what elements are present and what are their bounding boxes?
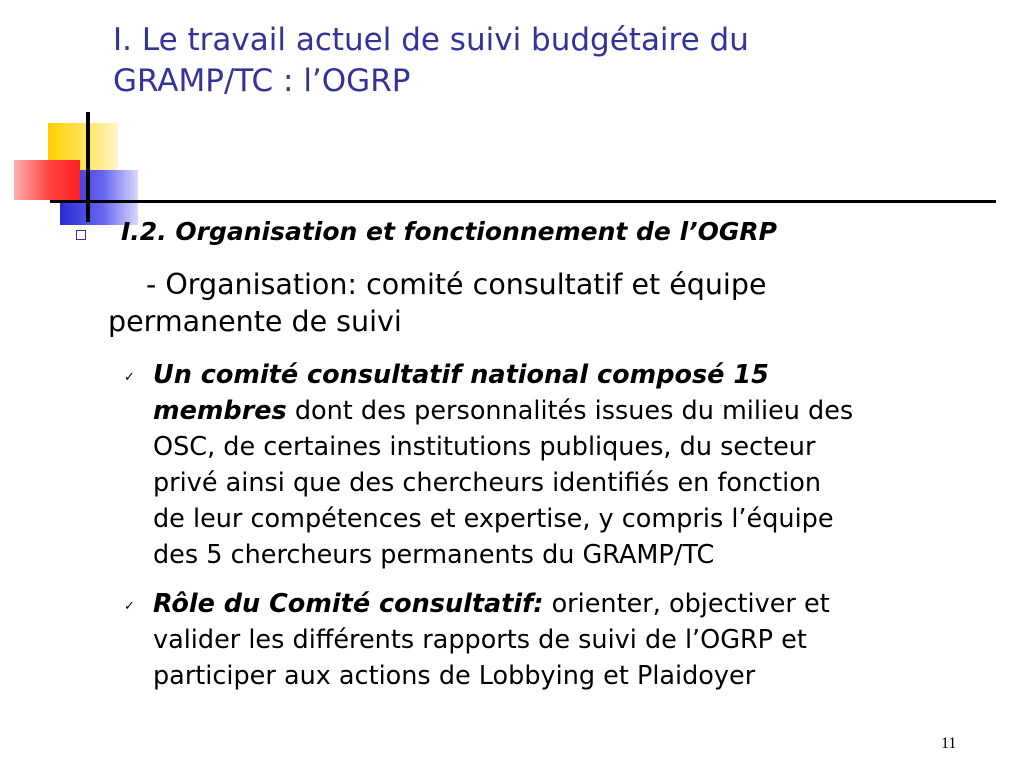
item-1-line-6: des 5 chercheurs permanents du GRAMP/TC	[153, 540, 715, 570]
item-2-emph: Rôle du Comité consultatif:	[153, 589, 544, 619]
item-1-emph-word: membres	[153, 396, 287, 426]
item-1-line-3: OSC, de certaines institutions publiques, du secteur	[153, 432, 816, 462]
square-bullet-icon	[76, 230, 86, 240]
title-line-1: I. Le travail actuel de suivi budgétaire du	[113, 22, 749, 58]
item-1-line-4: privé ainsi que des chercheurs identifiés en fonction	[153, 468, 822, 498]
decor-red-square	[14, 160, 80, 200]
page-number: 11	[941, 735, 957, 752]
item-2-line-3: participer aux actions de Lobbying et Plaidoyer	[153, 661, 756, 691]
title-divider-line	[50, 200, 996, 203]
item-2-line-2: valider les différents rapports de suivi de l’OGRP et	[153, 625, 807, 655]
item-1-line-2	[153, 393, 853, 429]
section-subtitle	[108, 266, 988, 340]
section-heading: I.2. Organisation et fonctionnement de l’OGRP	[121, 217, 778, 246]
item-2-line-1	[153, 586, 830, 622]
checkmark-icon: ✓	[124, 599, 135, 614]
item-1-line-1: Un comité consultatif national composé 15	[153, 360, 769, 390]
item-2-line-1-text: orienter, objectiver et	[543, 589, 830, 619]
list-item-role	[153, 586, 830, 694]
list-item-committee	[153, 357, 853, 573]
slide-title	[113, 20, 993, 102]
checkmark-icon: ✓	[124, 370, 135, 385]
item-1-line-2-text: dont des personnalités issues du milieu des	[286, 396, 854, 426]
decor-vertical-line	[86, 112, 90, 222]
item-1-line-5: de leur compétences et expertise, y compris l’équipe	[153, 504, 834, 534]
title-line-2: GRAMP/TC : l’OGRP	[113, 63, 411, 99]
subtitle-line-1: - Organisation: comité consultatif et équipe	[146, 268, 767, 301]
subtitle-line-2: permanente de suivi	[108, 305, 402, 338]
